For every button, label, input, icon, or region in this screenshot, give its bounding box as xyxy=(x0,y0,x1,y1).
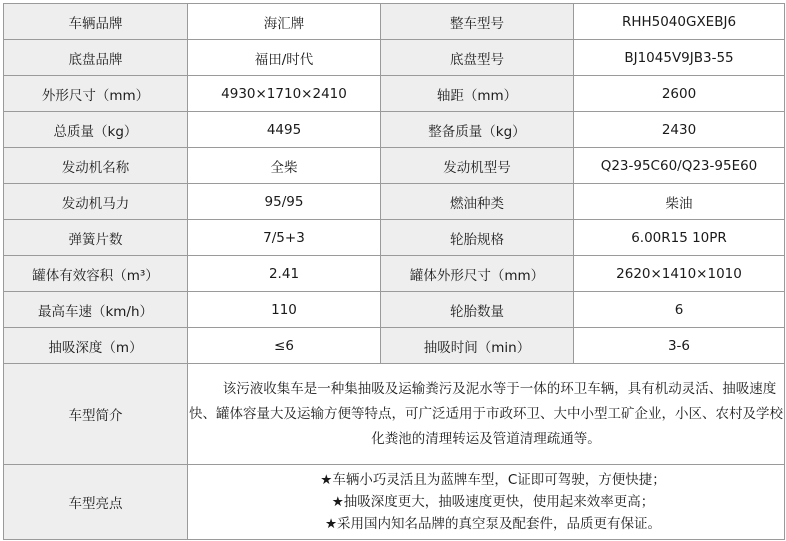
spec-label: 罐体有效容积（m³） xyxy=(4,256,188,292)
spec-label: 燃油种类 xyxy=(381,184,574,220)
spec-label: 轮胎规格 xyxy=(381,220,574,256)
highlights-label: 车型亮点 xyxy=(4,465,188,540)
spec-value: 2.41 xyxy=(188,256,381,292)
spec-label: 罐体外形尺寸（mm） xyxy=(381,256,574,292)
spec-value: 6.00R15 10PR xyxy=(574,220,785,256)
spec-value: 柴油 xyxy=(574,184,785,220)
spec-value: 4930×1710×2410 xyxy=(188,76,381,112)
spec-value: 95/95 xyxy=(188,184,381,220)
spec-value: RHH5040GXEBJ6 xyxy=(574,4,785,40)
spec-value: 2620×1410×1010 xyxy=(574,256,785,292)
spec-label: 总质量（kg） xyxy=(4,112,188,148)
spec-value: 全柴 xyxy=(188,148,381,184)
intro-text: 该污液收集车是一种集抽吸及运输粪污及泥水等于一体的环卫车辆，具有机动灵活、抽吸速度快、罐体容量大及运输方便等特点，可广泛适用于市政环卫、大中小型工矿企业，小区、农村及学校化粪池的清理转运及管道清理疏通等。 xyxy=(189,380,783,447)
spec-label: 抽吸深度（m） xyxy=(4,328,188,364)
spec-value: Q23-95C60/Q23-95E60 xyxy=(574,148,785,184)
spec-label: 底盘品牌 xyxy=(4,40,188,76)
spec-label: 发动机名称 xyxy=(4,148,188,184)
table-row xyxy=(4,4,785,40)
spec-value: 2430 xyxy=(574,112,785,148)
spec-label: 弹簧片数 xyxy=(4,220,188,256)
table-row xyxy=(4,256,785,292)
spec-value: 3-6 xyxy=(574,328,785,364)
highlight-item: ★车辆小巧灵活且为蓝牌车型，C证即可驾驶，方便快捷； xyxy=(320,472,666,488)
table-row xyxy=(4,184,785,220)
spec-value: 7/5+3 xyxy=(188,220,381,256)
spec-value: 福田/时代 xyxy=(188,40,381,76)
spec-label: 轮胎数量 xyxy=(381,292,574,328)
spec-value: 海汇牌 xyxy=(188,4,381,40)
spec-label: 外形尺寸（mm） xyxy=(4,76,188,112)
spec-label: 底盘型号 xyxy=(381,40,574,76)
spec-value: BJ1045V9JB3-55 xyxy=(574,40,785,76)
table-row xyxy=(4,112,785,148)
table-row xyxy=(4,292,785,328)
highlight-item: ★采用国内知名品牌的真空泵及配套件，品质更有保证。 xyxy=(324,516,662,532)
highlights-row xyxy=(4,465,785,540)
spec-value: ≤6 xyxy=(188,328,381,364)
intro-label: 车型简介 xyxy=(4,364,188,465)
spec-label: 整车型号 xyxy=(381,4,574,40)
spec-label: 最高车速（km/h） xyxy=(4,292,188,328)
spec-label: 发动机马力 xyxy=(4,184,188,220)
table-row xyxy=(4,76,785,112)
spec-label: 发动机型号 xyxy=(381,148,574,184)
spec-table xyxy=(3,3,785,540)
table-row xyxy=(4,40,785,76)
spec-value: 2600 xyxy=(574,76,785,112)
spec-label: 车辆品牌 xyxy=(4,4,188,40)
table-row xyxy=(4,328,785,364)
spec-value: 4495 xyxy=(188,112,381,148)
table-row xyxy=(4,148,785,184)
highlights-cell xyxy=(188,465,785,540)
intro-cell xyxy=(188,364,785,465)
highlight-item: ★抽吸深度更大，抽吸速度更快，使用起来效率更高； xyxy=(331,494,655,510)
spec-value: 110 xyxy=(188,292,381,328)
spec-label: 整备质量（kg） xyxy=(381,112,574,148)
spec-label: 轴距（mm） xyxy=(381,76,574,112)
spec-label: 抽吸时间（min） xyxy=(381,328,574,364)
intro-row xyxy=(4,364,785,465)
spec-value: 6 xyxy=(574,292,785,328)
table-row xyxy=(4,220,785,256)
